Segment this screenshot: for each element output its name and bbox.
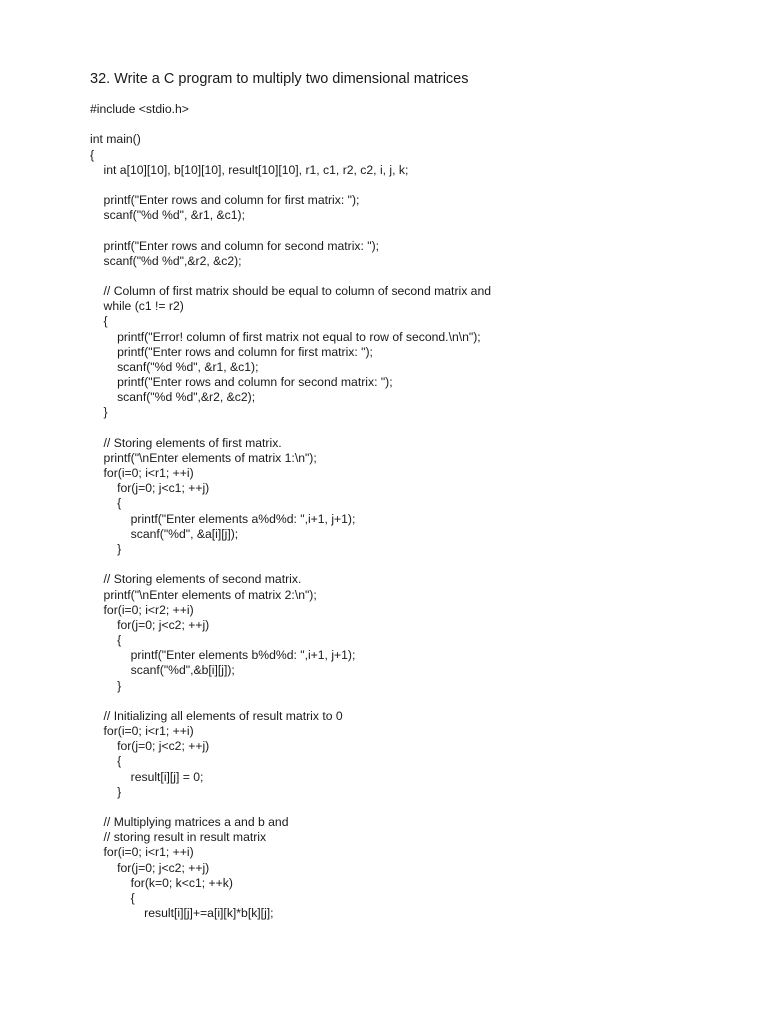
code-line: for(i=0; i<r1; ++i)	[90, 724, 194, 739]
code-line: // Storing elements of first matrix.	[90, 435, 282, 450]
code-line: scanf("%d",&b[i][j]);	[90, 663, 235, 678]
code-line	[90, 178, 491, 193]
code-line: printf("Enter elements a%d%d: ",i+1, j+1);	[90, 511, 356, 526]
code-block	[90, 102, 491, 921]
code-line: printf("Error! column of first matrix not equal to row of second.\n\n");	[90, 329, 481, 344]
code-line: {	[90, 890, 135, 905]
code-line: }	[90, 405, 108, 420]
code-line: // storing result in result matrix	[90, 830, 267, 845]
code-line: for(j=0; j<c2; ++j)	[90, 739, 210, 754]
code-line: int a[10][10], b[10][10], result[10][10], r1, c1, r2, c2, i, j, k;	[90, 162, 409, 177]
code-line: for(i=0; i<r1; ++i)	[90, 466, 194, 481]
code-line: {	[90, 754, 122, 769]
code-line: {	[90, 496, 122, 511]
code-line: printf("Enter elements b%d%d: ",i+1, j+1);	[90, 648, 356, 663]
code-line: // Initializing all elements of result matrix to 0	[90, 708, 343, 723]
code-line: scanf("%d %d", &r1, &c1);	[90, 359, 259, 374]
code-line	[90, 117, 491, 132]
code-line	[90, 421, 491, 436]
code-line: // Multiplying matrices a and b and	[90, 815, 289, 830]
code-line	[90, 557, 491, 572]
code-line: }	[90, 678, 122, 693]
code-line	[90, 694, 491, 709]
code-line: for(j=0; j<c2; ++j)	[90, 617, 210, 632]
code-line: scanf("%d %d", &r1, &c1);	[90, 208, 245, 223]
code-line: }	[90, 784, 122, 799]
code-line: {	[90, 314, 108, 329]
code-line: printf("Enter rows and column for second matrix: ");	[90, 375, 393, 390]
code-line: for(j=0; j<c2; ++j)	[90, 860, 210, 875]
code-line: result[i][j] = 0;	[90, 769, 204, 784]
code-line: while (c1 != r2)	[90, 299, 184, 314]
code-line: for(k=0; k<c1; ++k)	[90, 875, 233, 890]
code-line: scanf("%d %d",&r2, &c2);	[90, 390, 256, 405]
code-line: scanf("%d %d",&r2, &c2);	[90, 253, 242, 268]
code-line: }	[90, 541, 122, 556]
code-line: printf("Enter rows and column for second matrix: ");	[90, 238, 380, 253]
code-line: printf("Enter rows and column for first matrix: ");	[90, 344, 373, 359]
code-line	[90, 269, 491, 284]
code-line: {	[90, 147, 95, 162]
code-line: printf("\nEnter elements of matrix 2:\n");	[90, 587, 317, 602]
code-line: for(i=0; i<r2; ++i)	[90, 602, 194, 617]
question-title: 32. Write a C program to multiply two dimensional matrices	[90, 71, 469, 87]
code-line	[90, 223, 491, 238]
code-line: // Storing elements of second matrix.	[90, 572, 302, 587]
code-line: // Column of first matrix should be equal to column of second matrix and	[90, 284, 492, 299]
code-line: {	[90, 633, 122, 648]
code-line: int main()	[90, 132, 141, 147]
code-line: for(j=0; j<c1; ++j)	[90, 481, 210, 496]
code-line: for(i=0; i<r1; ++i)	[90, 845, 194, 860]
code-line: result[i][j]+=a[i][k]*b[k][j];	[90, 906, 274, 921]
code-line: scanf("%d", &a[i][j]);	[90, 526, 239, 541]
code-line: printf("Enter rows and column for first matrix: ");	[90, 193, 360, 208]
code-line: #include <stdio.h>	[90, 102, 189, 116]
code-line: printf("\nEnter elements of matrix 1:\n");	[90, 450, 317, 465]
code-line	[90, 800, 491, 815]
